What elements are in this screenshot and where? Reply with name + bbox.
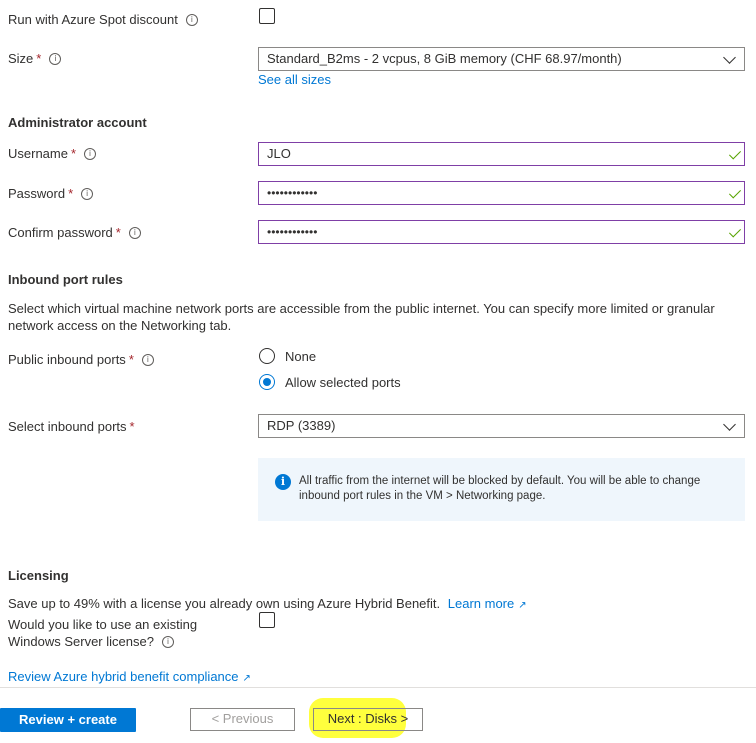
password-label-text: Password [8, 186, 66, 201]
size-dropdown[interactable] [258, 47, 745, 71]
username-input[interactable] [258, 142, 745, 166]
learn-more-link[interactable] [448, 596, 527, 611]
info-icon[interactable]: i [142, 354, 154, 366]
required-marker: * [115, 225, 121, 240]
confirm-password-label [8, 225, 141, 240]
password-input[interactable] [258, 181, 745, 205]
info-icon[interactable]: i [49, 53, 61, 65]
public-inbound-ports-label [8, 352, 154, 367]
inbound-section-title: Inbound port rules [8, 272, 123, 287]
spot-discount-text: Run with Azure Spot discount [8, 12, 178, 27]
size-value: Standard_B2ms - 2 vcpus, 8 GiB memory (CHF 68.97/month) [267, 51, 622, 66]
external-link-icon: ↗ [518, 600, 527, 611]
admin-section-title: Administrator account [8, 115, 147, 130]
see-all-sizes-link[interactable]: See all sizes [258, 72, 331, 87]
username-label [8, 146, 96, 161]
external-link-icon: ↗ [242, 673, 251, 684]
password-value: •••••••••••• [267, 186, 318, 200]
size-label [8, 51, 61, 66]
size-label-text: Size [8, 51, 34, 66]
spot-discount-label [8, 12, 198, 27]
confirm-password-input[interactable] [258, 220, 745, 244]
footer-divider [0, 687, 756, 688]
username-value: JLO [267, 146, 291, 161]
existing-license-line2: Windows Server license? [8, 634, 154, 649]
radio-none-label[interactable]: None [285, 349, 317, 364]
confirm-password-value: •••••••••••• [267, 225, 318, 239]
radio-allow-selected-ports[interactable] [259, 374, 275, 390]
review-compliance-text[interactable]: Review Azure hybrid benefit compliance [8, 669, 239, 684]
info-box-text: All traffic from the internet will be blocked by default. You will be able to change inbound port rules in the VM > Networking page. [299, 475, 701, 502]
checkmark-icon [729, 147, 741, 159]
select-inbound-ports-value: RDP (3389) [267, 418, 336, 433]
radio-none[interactable] [259, 348, 275, 364]
review-compliance-link[interactable] [8, 669, 251, 684]
required-marker: * [129, 419, 135, 434]
radio-allow-selected-ports-label[interactable]: Allow selected ports [285, 375, 401, 390]
licensing-description: Save up to 49% with a license you already own using Azure Hybrid Benefit. [8, 596, 441, 611]
chevron-down-icon [723, 51, 736, 64]
info-icon[interactable]: i [129, 227, 141, 239]
info-icon[interactable]: i [84, 148, 96, 160]
previous-button[interactable]: < Previous [190, 708, 295, 731]
info-icon[interactable]: i [186, 14, 198, 26]
learn-more-text[interactable]: Learn more [447, 596, 515, 611]
existing-license-checkbox[interactable] [259, 612, 275, 628]
info-box [258, 458, 745, 521]
checkmark-icon [729, 225, 741, 237]
checkmark-icon [729, 186, 741, 198]
required-marker: * [128, 352, 134, 367]
required-marker: * [36, 51, 42, 66]
required-marker: * [68, 186, 74, 201]
chevron-down-icon [723, 418, 736, 431]
licensing-description-row [8, 596, 527, 611]
confirm-password-label-text: Confirm password [8, 225, 113, 240]
review-create-button[interactable]: Review + create [0, 708, 136, 732]
select-inbound-ports-label [8, 419, 135, 434]
info-icon[interactable]: i [81, 188, 93, 200]
info-icon[interactable]: i [162, 636, 174, 648]
existing-license-line1: Would you like to use an existing [8, 617, 198, 632]
required-marker: * [70, 146, 77, 161]
username-label-text: Username [8, 146, 68, 161]
existing-license-label [8, 616, 197, 650]
public-inbound-label-text: Public inbound ports [8, 352, 126, 367]
next-disks-button[interactable]: Next : Disks > [313, 708, 423, 731]
info-icon: i [275, 474, 291, 490]
password-label [8, 186, 93, 201]
select-inbound-ports-dropdown[interactable] [258, 414, 745, 438]
select-inbound-label-text: Select inbound ports [8, 419, 127, 434]
spot-discount-checkbox[interactable] [259, 8, 275, 24]
licensing-section-title: Licensing [8, 568, 69, 583]
inbound-description: Select which virtual machine network ports are accessible from the public internet. You can specify more limited or granular network access on the Networking tab. [8, 301, 715, 333]
